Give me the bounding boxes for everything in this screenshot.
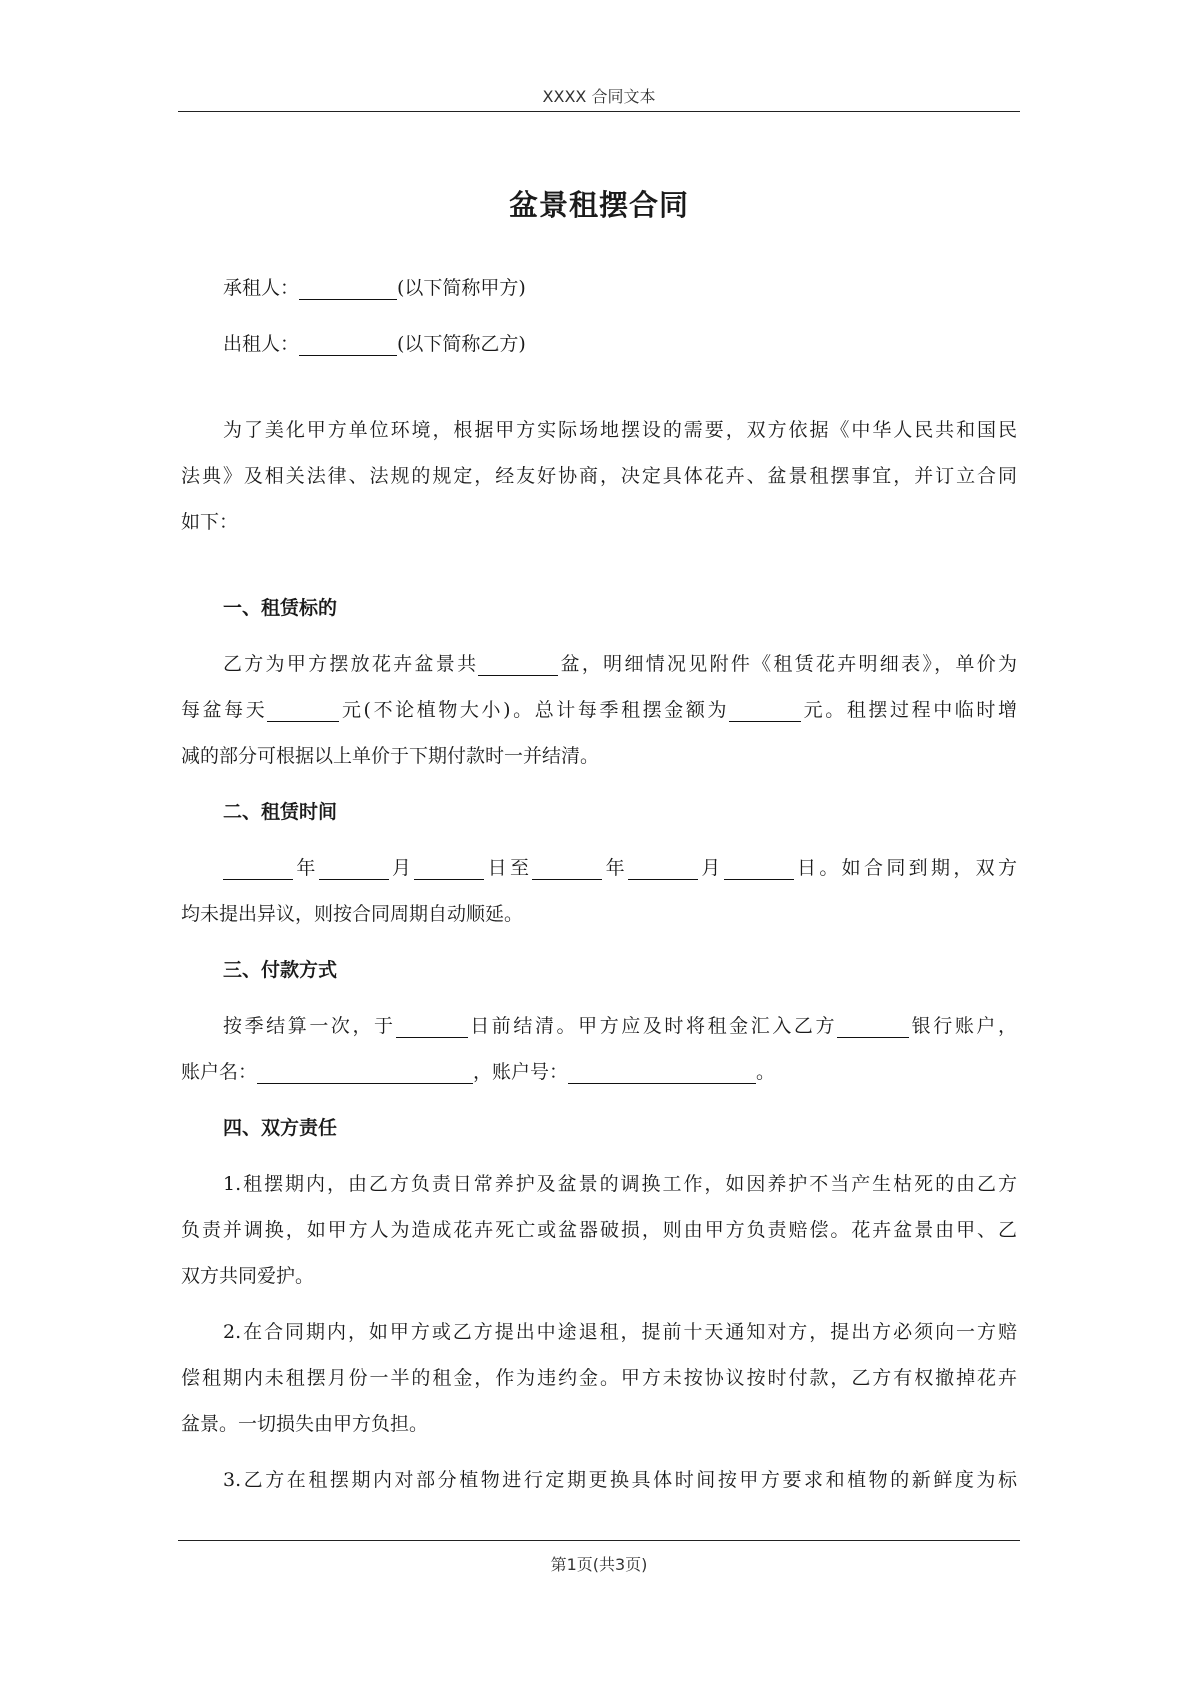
lessee-label: 承租人： [223,277,300,299]
unit-price-blank[interactable] [267,698,339,722]
s1-text-c: 每盆每天 [181,699,268,721]
lessor-label: 出租人： [223,333,300,355]
s4-p1-line-3: 双方共同爱护。 [181,1265,315,1287]
s3-text-a: 按季结算一次，于 [223,1015,396,1037]
start-day-blank[interactable] [414,856,484,880]
account-number-label: ，账户号： [473,1061,569,1083]
payment-day-blank[interactable] [396,1014,468,1038]
lessee-suffix: (以下简称甲方) [397,277,526,299]
section-2-heading: 二、租赁时间 [223,801,338,823]
section-2-line-2: 均未提出异议，则按合同周期自动顺延。 [181,903,524,925]
preamble-line-1: 为了美化甲方单位环境，根据甲方实际场地摆设的需要，双方依据《中华人民共和国民 [223,419,1017,441]
end-year-blank[interactable] [532,856,602,880]
page-footer: 第1页(共3页) [550,1555,648,1574]
section-3-heading: 三、付款方式 [223,959,338,981]
preamble-line-3: 如下： [181,511,239,533]
s4-p2-line-3: 盆景。一切损失由甲方负担。 [181,1413,429,1435]
end-day-blank[interactable] [724,856,794,880]
s3-text-c: 银行账户， [909,1015,1017,1037]
header-divider [178,111,1020,112]
s1-text-e: 元。租摆过程中临时增 [801,699,1017,721]
section-4-heading: 四、双方责任 [223,1117,338,1139]
document-body [181,265,1017,1503]
day-to-label: 日至 [484,857,533,879]
s4-p1-line-2: 负责并调换，如甲方人为造成花卉死亡或盆器破损，则由甲方负责赔偿。花卉盆景由甲、乙 [181,1219,1017,1241]
start-year-blank[interactable] [223,856,293,880]
lessor-blank[interactable] [299,332,397,356]
s1-text-b: 盆，明细情况见附件《租赁花卉明细表》，单价为 [558,653,1017,675]
document-title: 盆景租摆合同 [508,188,689,222]
s4-p2-line-2: 偿租期内未租摆月份一半的租金，作为违约金。甲方未按协议按时付款，乙方有权撤掉花卉 [181,1367,1017,1389]
lessee-blank[interactable] [299,276,397,300]
lessor-line [181,321,1017,367]
preamble-line-2: 法典》及相关法律、法规的规定，经友好协商，决定具体花卉、盆景租摆事宜，并订立合同 [181,465,1017,487]
s3-period: 。 [756,1061,776,1083]
account-number-blank[interactable] [568,1060,756,1084]
month-label: 月 [698,857,724,879]
lessor-suffix: (以下简称乙方) [397,333,526,355]
s4-p1-line-1: 1.租摆期内，由乙方负责日常养护及盆景的调换工作，如因养护不当产生枯死的由乙方 [223,1173,1017,1195]
s2-text-end: 日。如合同到期，双方 [793,857,1017,879]
s1-text-d: 元(不论植物大小)。总计每季租摆金额为 [339,699,730,721]
s3-text-b: 日前结清。甲方应及时将租金汇入乙方 [467,1015,838,1037]
s1-text-a: 乙方为甲方摆放花卉盆景共 [223,653,479,675]
lessee-line [181,265,1017,311]
end-month-blank[interactable] [628,856,698,880]
section-3-line-2 [181,1049,1017,1095]
page-header: XXXX 合同文本 [542,87,656,106]
year-label: 年 [293,857,319,879]
year-label: 年 [602,857,629,879]
pot-count-blank[interactable] [478,652,558,676]
quarter-total-blank[interactable] [729,698,801,722]
s4-p3-line-1: 3.乙方在租摆期内对部分植物进行定期更换具体时间按甲方要求和植物的新鲜度为标 [223,1469,1017,1491]
section-2-line-1 [181,845,1017,891]
footer-divider [178,1540,1020,1541]
bank-name-blank[interactable] [837,1014,909,1038]
section-1-line-1 [181,641,1017,687]
month-label: 月 [388,857,415,879]
section-3-line-1 [181,1003,1017,1049]
start-month-blank[interactable] [319,856,389,880]
section-1-heading: 一、租赁标的 [223,597,338,619]
s4-p2-line-1: 2.在合同期内，如甲方或乙方提出中途退租，提前十天通知对方，提出方必须向一方赔 [223,1321,1017,1343]
section-1-line-2 [181,687,1017,733]
account-name-blank[interactable] [257,1060,473,1084]
account-name-label: 账户名： [181,1061,258,1083]
section-1-line-3: 减的部分可根据以上单价于下期付款时一并结清。 [181,745,600,767]
